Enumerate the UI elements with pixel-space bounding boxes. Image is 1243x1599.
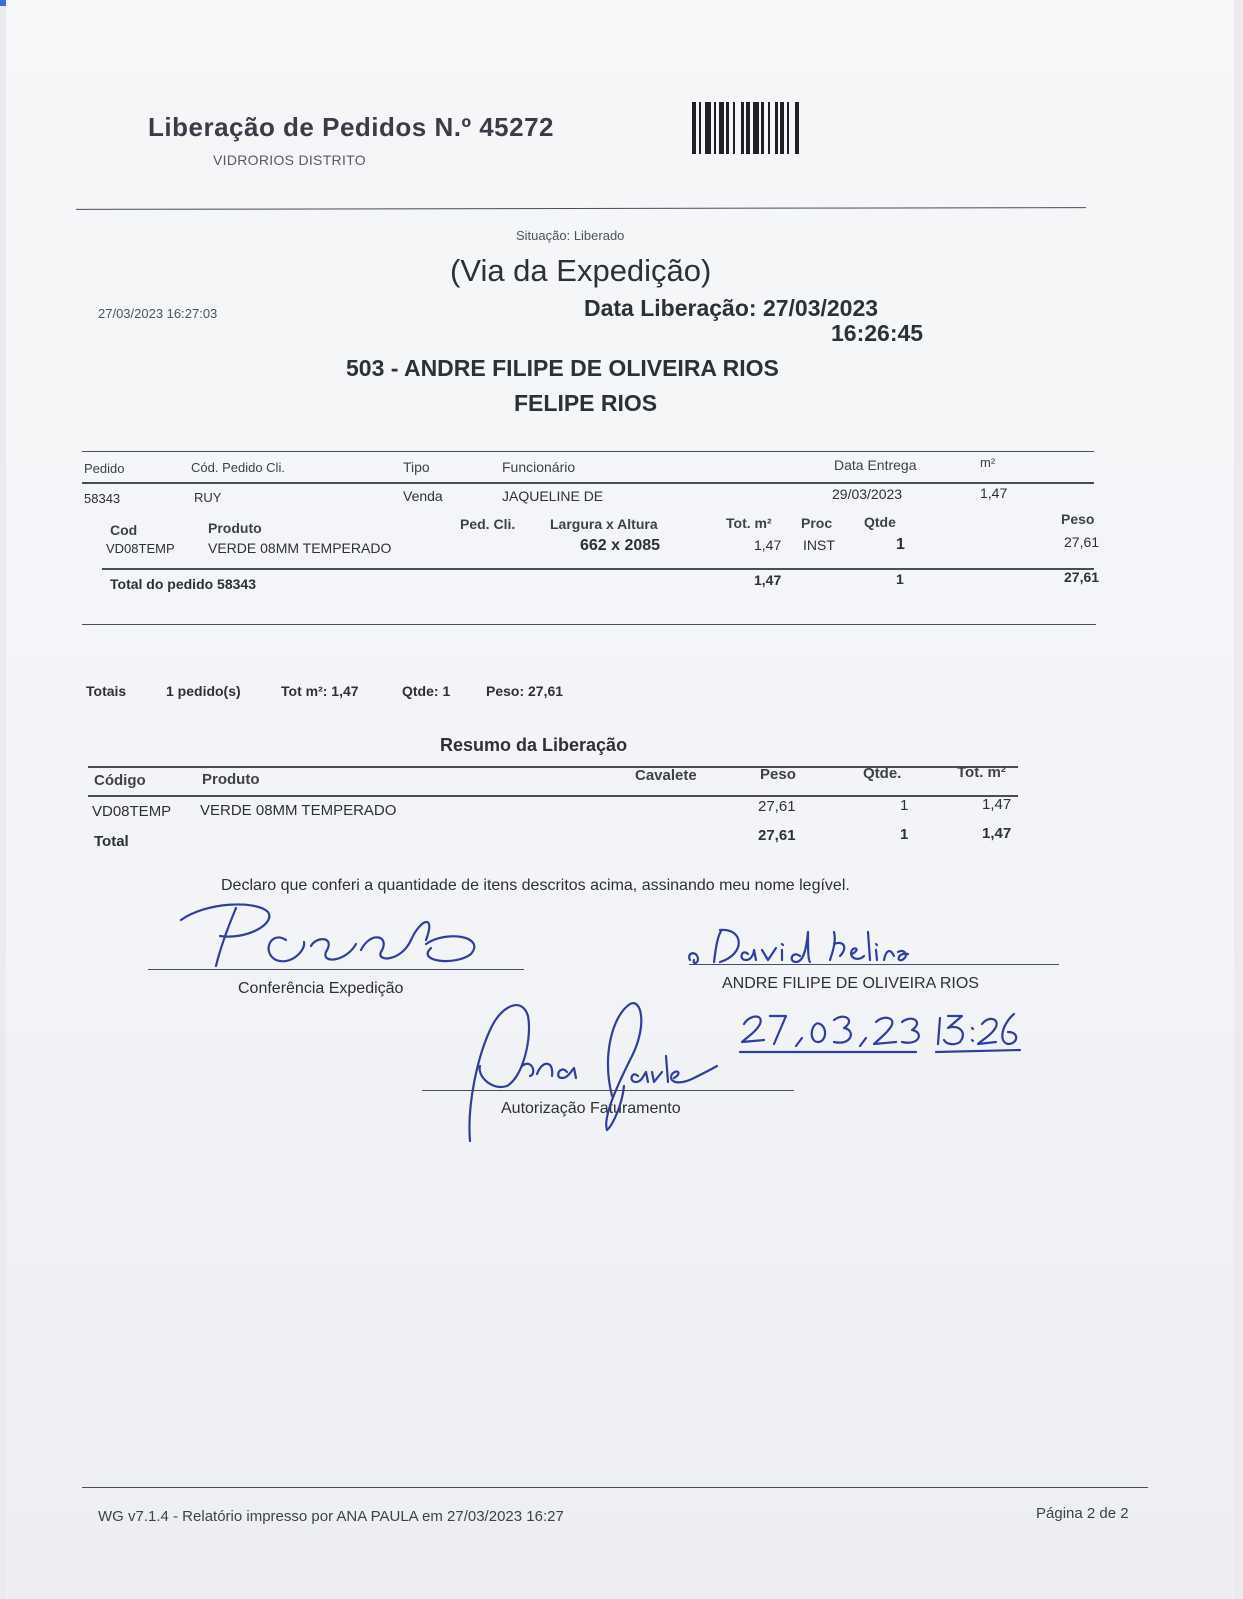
pedido-total-label: Total do pedido 58343 [110,576,256,592]
totais-peso: Peso: 27,61 [486,683,564,699]
item-total-divider [102,568,1094,570]
document-title: Liberação de Pedidos N.º 45272 [148,112,554,142]
item-qtde: 1 [896,536,905,553]
item-header-peso: Peso [1061,511,1095,527]
autorizacao-label: Autorização Faturamento [501,1100,681,1117]
handwritten-date [740,1010,1050,1060]
col-header-pedido: Pedido [84,461,125,476]
data-entrega-value: 29/03/2023 [832,486,903,502]
barcode [692,102,868,154]
pedido-total-m2: 1,47 [754,572,782,588]
item-header-qtde: Qtde [864,514,896,530]
item-header-proc: Proc [801,515,833,531]
col-header-m2: m² [980,455,996,470]
situacao-label: Situação: Liberado [516,228,625,243]
item-cod: VD08TEMP [106,541,175,556]
table-bottom-border [82,624,1096,625]
resumo-total-tot-m2: 1,47 [982,825,1012,842]
data-liberacao-time: 16:26:45 [831,320,924,346]
resumo-produto: VERDE 08MM TEMPERADO [200,802,397,819]
item-header-tot-m2: Tot. m² [726,515,772,531]
resumo-title: Resumo da Liberação [440,735,628,755]
autorizacao-handwritten-signature [462,996,752,1146]
resumo-codigo: VD08TEMP [92,803,172,820]
resumo-peso: 27,61 [758,798,796,815]
resumo-header-cavalete: Cavalete [635,767,697,784]
company-name: VIDRORIOS DISTRITO [213,152,366,168]
item-dimensoes: 662 x 2085 [580,537,661,554]
resumo-header-divider [88,795,1018,797]
header-divider [76,207,1086,210]
pedido-total-qtde: 1 [896,571,904,587]
item-header-produto: Produto [208,520,262,536]
funcionario-value: JAQUELINE DE [502,488,604,504]
col-header-tipo: Tipo [403,459,430,475]
col-header-funcionario: Funcionário [502,459,576,475]
col-header-data-entrega: Data Entrega [834,457,917,473]
document-page [6,0,1234,1599]
item-tot-m2: 1,47 [754,537,782,553]
item-header-largura-altura: Largura x Altura [550,516,658,532]
pedido-total-peso: 27,61 [1064,569,1100,585]
conferencia-label: Conferência Expedição [238,980,404,997]
footer-printed-by: WG v7.1.4 - Relatório impresso por ANA PAULA em 27/03/2023 16:27 [98,1508,564,1525]
col-header-cod-pedido-cli: Cód. Pedido Cli. [191,460,285,475]
printed-timestamp: 27/03/2023 16:27:03 [98,306,218,321]
resumo-total-peso: 27,61 [758,827,796,844]
cliente-signature-label: ANDRE FILIPE DE OLIVEIRA RIOS [722,975,979,992]
footer-divider [82,1487,1148,1488]
cliente-handwritten-signature [684,920,964,970]
item-proc: INST [803,537,835,553]
resumo-header-produto: Produto [202,771,260,788]
item-peso: 27,61 [1064,534,1100,550]
totais-m2: Tot m²: 1,47 [281,683,359,699]
pedido-number: 58343 [84,491,121,506]
data-liberacao: Data Liberação: 27/03/2023 [584,295,879,321]
totais-pedidos: 1 pedido(s) [166,683,241,699]
resumo-qtde: 1 [900,797,909,814]
declaracao-text: Declaro que conferi a quantidade de itens descritos acima, assinando meu nome legível. [221,877,850,894]
table-header-divider [82,482,1094,484]
cliente-apelido: FELIPE RIOS [514,390,658,416]
item-header-cod: Cod [110,522,138,538]
resumo-header-qtde: Qtde. [863,765,902,782]
table-top-border [82,451,1094,452]
totais-label: Totais [86,683,127,699]
resumo-total-label: Total [94,833,129,850]
via-title: (Via da Expedição) [450,253,712,288]
resumo-header-tot-m2: Tot. m² [957,764,1006,781]
barcode-bar [799,102,802,154]
cod-pedido-cli: RUY [194,490,222,505]
footer-page-number: Página 2 de 2 [1036,1505,1129,1522]
resumo-header-codigo: Código [94,772,146,789]
cliente-name: 503 - ANDRE FILIPE DE OLIVEIRA RIOS [346,355,779,381]
conferencia-handwritten-signature [176,900,496,980]
m2-value: 1,47 [980,485,1008,501]
resumo-total-qtde: 1 [900,826,909,843]
totais-qtde: Qtde: 1 [402,683,451,699]
item-produto: VERDE 08MM TEMPERADO [208,540,392,556]
resumo-header-peso: Peso [760,766,796,783]
tipo-value: Venda [403,488,443,504]
item-header-ped-cli: Ped. Cli. [460,516,516,532]
resumo-tot-m2: 1,47 [982,796,1012,813]
